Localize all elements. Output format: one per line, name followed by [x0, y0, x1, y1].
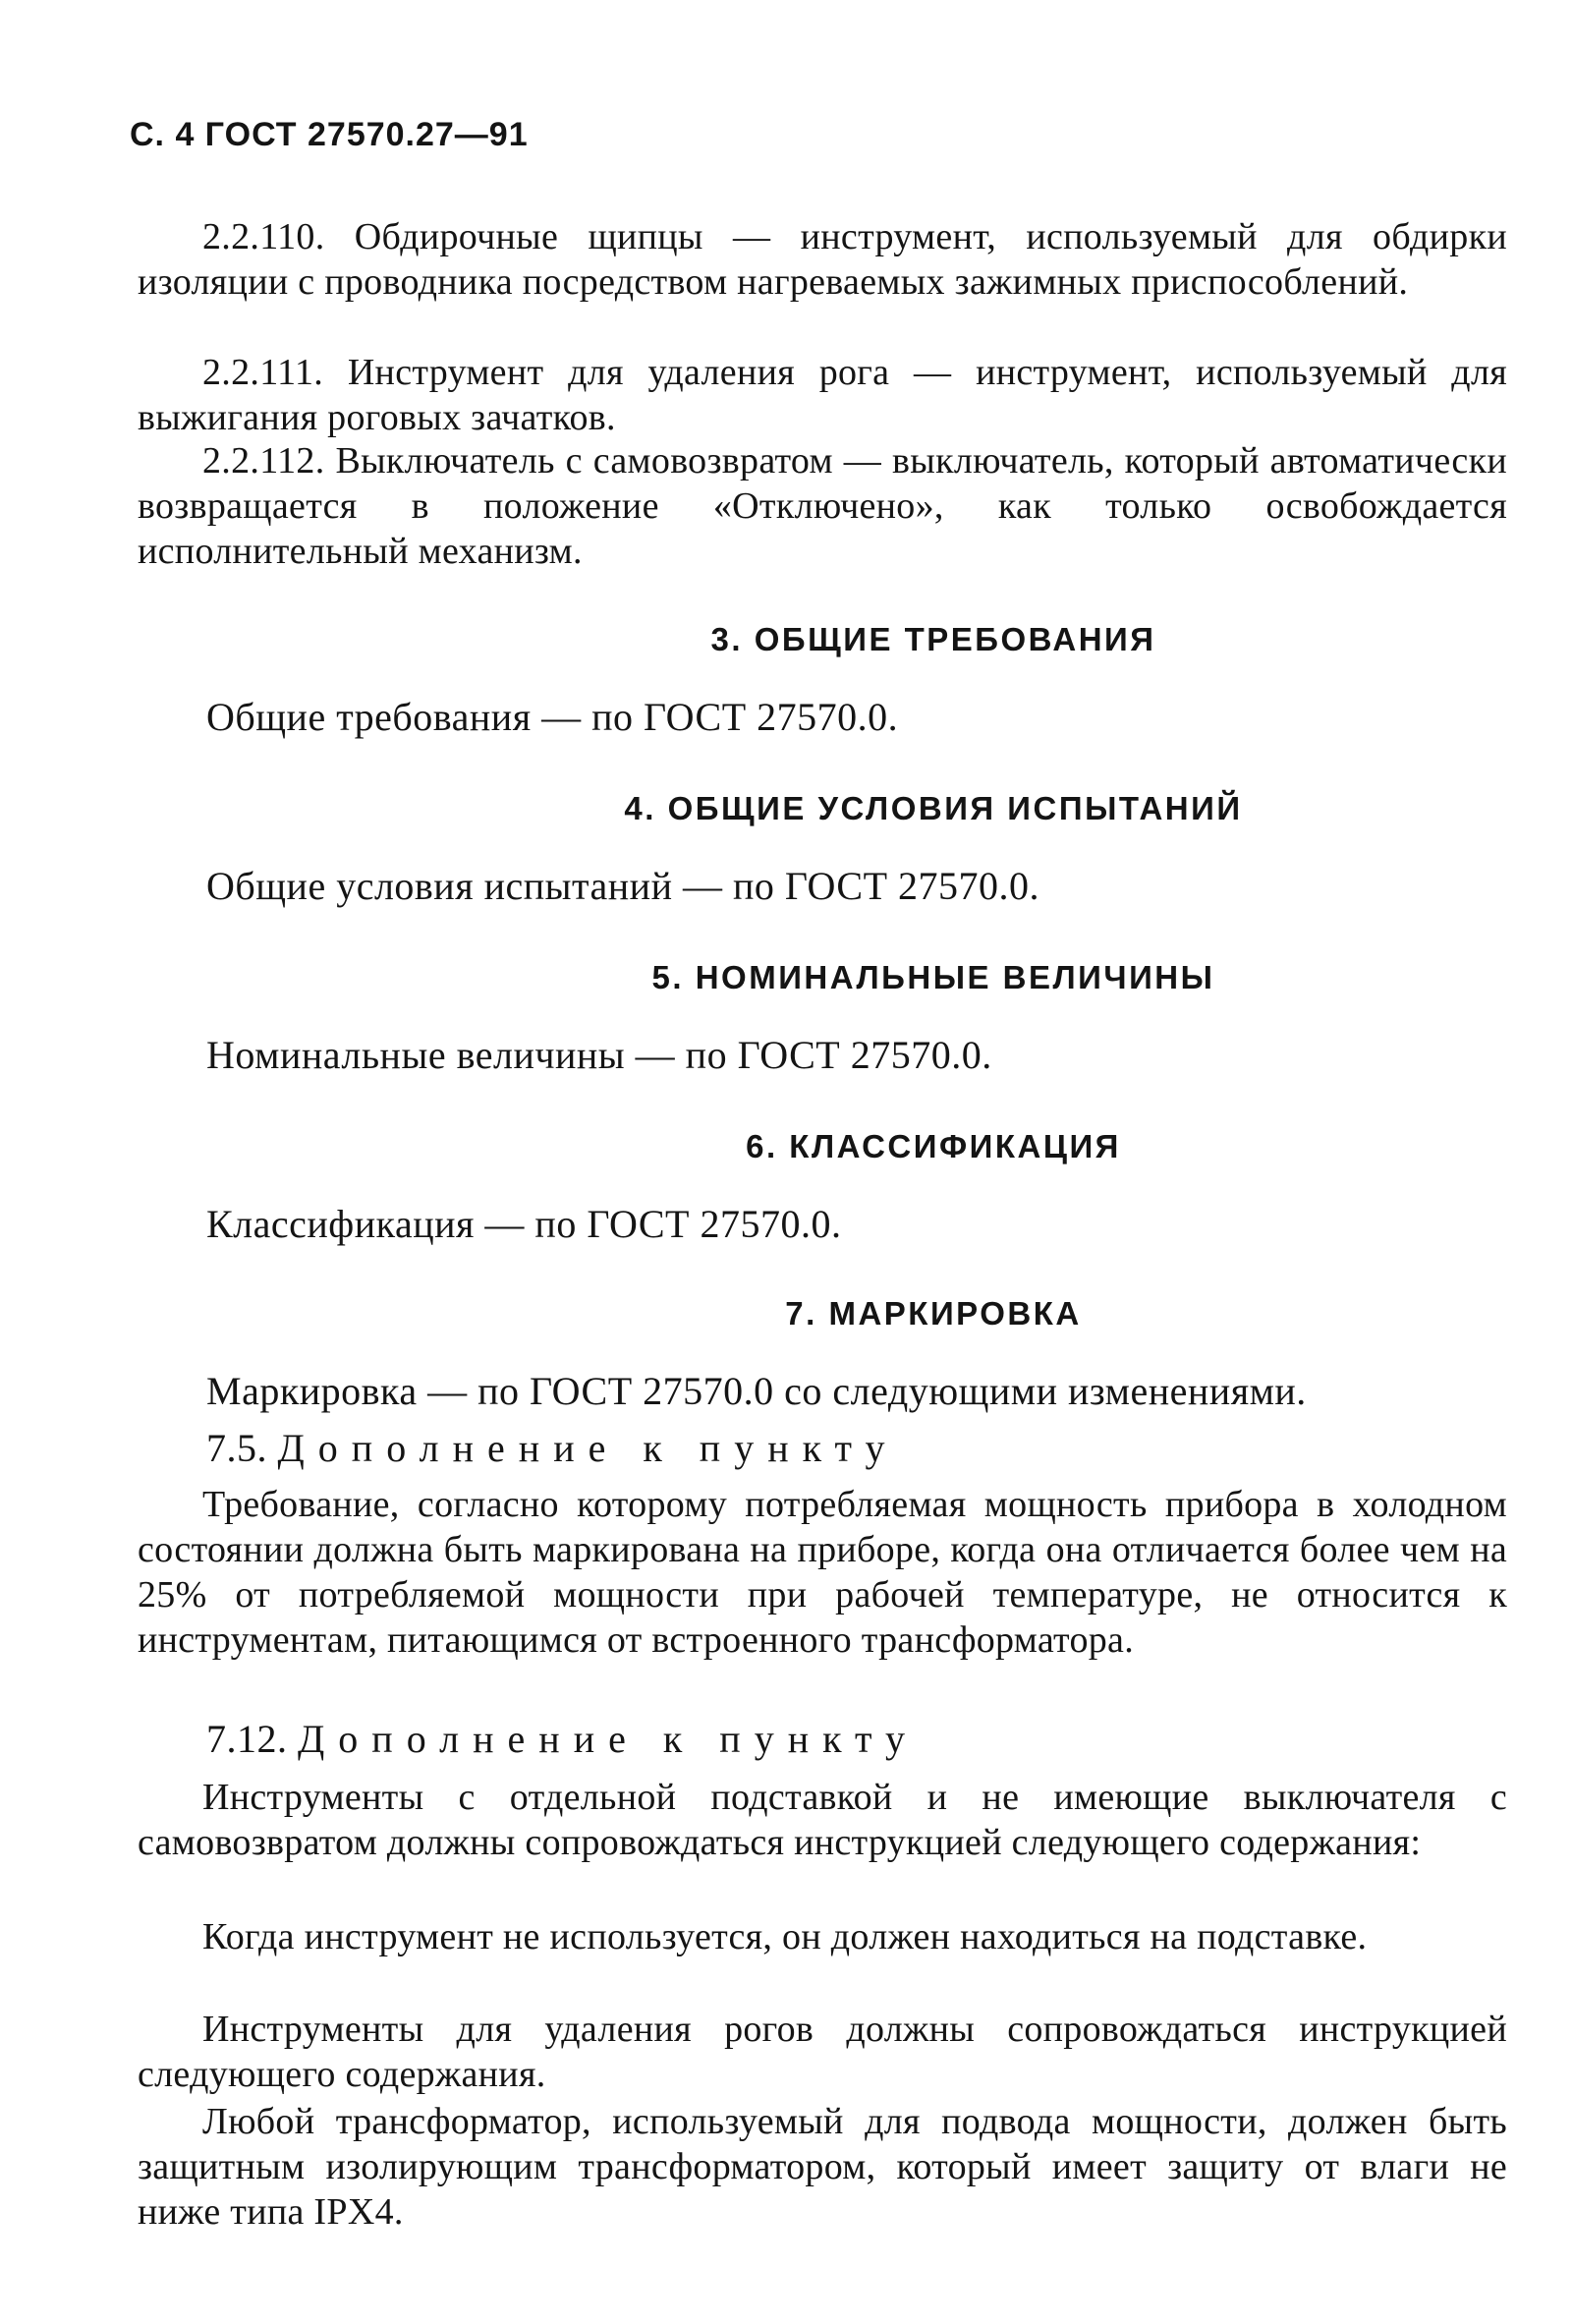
amendment-number: 7.12.: [206, 1717, 288, 1761]
clause-text: Инструмент для удаления рога — инструмент, используемый для выжигания роговых зачатков.: [138, 352, 1507, 438]
clause-2-2-110: [138, 214, 1507, 305]
amendment-7-5-paragraph: Требование, согласно которому потребляемая мощность прибора в холодном состоянии должна быть маркирована на приборе, когда она отличается более чем на 25% от потребляемой мощности при рабочей температуре, не относится к инструментам, питающимся от встроенного трансформатора.: [138, 1484, 1507, 1661]
section-body-3: Общие требования — по ГОСТ 27570.0.: [206, 695, 899, 739]
section-body-6: Классификация — по ГОСТ 27570.0.: [206, 1202, 842, 1246]
clause-number: 2.2.111.: [202, 352, 324, 393]
page-header: С. 4 ГОСТ 27570.27—91: [130, 116, 529, 153]
section-body-4: Общие условия испытаний — по ГОСТ 27570.0.: [206, 864, 1040, 908]
section-heading-5: 5. НОМИНАЛЬНЫЕ ВЕЛИЧИНЫ: [651, 959, 1215, 995]
amendment-7-12-paragraph-2: Когда инструмент не используется, он должен находиться на подставке.: [202, 1916, 1368, 1957]
amendment-title-7-5: [206, 1425, 898, 1472]
amendment-title-7-12: [206, 1716, 919, 1763]
section-body-5: Номинальные величины — по ГОСТ 27570.0.: [206, 1033, 992, 1077]
clause-number: 2.2.112.: [202, 440, 325, 482]
clause-number: 2.2.110.: [202, 216, 325, 257]
section-heading-6: 6. КЛАССИФИКАЦИЯ: [746, 1128, 1121, 1164]
clause-text: Обдирочные щипцы — инструмент, используемый для обдирки изоляции с проводника посредством нагреваемых зажимных приспособлений.: [138, 216, 1507, 303]
amendment-number: 7.5.: [206, 1426, 267, 1470]
section-heading-3: 3. ОБЩИЕ ТРЕБОВАНИЯ: [710, 621, 1156, 657]
clause-2-2-112: [138, 438, 1507, 574]
amendment-7-12-paragraph-4: Любой трансформатор, используемый для подвода мощности, должен быть защитным изолирующим трансформатором, который имеет защиту от влаги не ниже типа IPX4.: [138, 2101, 1507, 2233]
clause-2-2-111: [138, 350, 1507, 440]
section-heading-7: 7. МАРКИРОВКА: [785, 1295, 1082, 1332]
amendment-7-12-paragraph-1: Инструменты с отдельной подставкой и не имеющие выключателя с самовозвратом должны сопровождаться инструкцией следующего содержания:: [138, 1777, 1507, 1863]
section-body-7: Маркировка — по ГОСТ 27570.0 со следующими изменениями.: [206, 1369, 1307, 1413]
clause-text: Выключатель с самовозвратом — выключатель, который автоматически возвращается в положение «Отключено», как только освобождается исполнительный механизм.: [138, 440, 1507, 572]
amendment-7-12-paragraph-3: Инструменты для удаления рогов должны сопровождаться инструкцией следующего содержания.: [138, 2009, 1507, 2095]
amendment-title-text: Дополнение к пункту: [298, 1717, 919, 1761]
section-heading-4: 4. ОБЩИЕ УСЛОВИЯ ИСПЫТАНИЙ: [624, 790, 1243, 826]
amendment-title-text: Дополнение к пункту: [277, 1426, 899, 1470]
